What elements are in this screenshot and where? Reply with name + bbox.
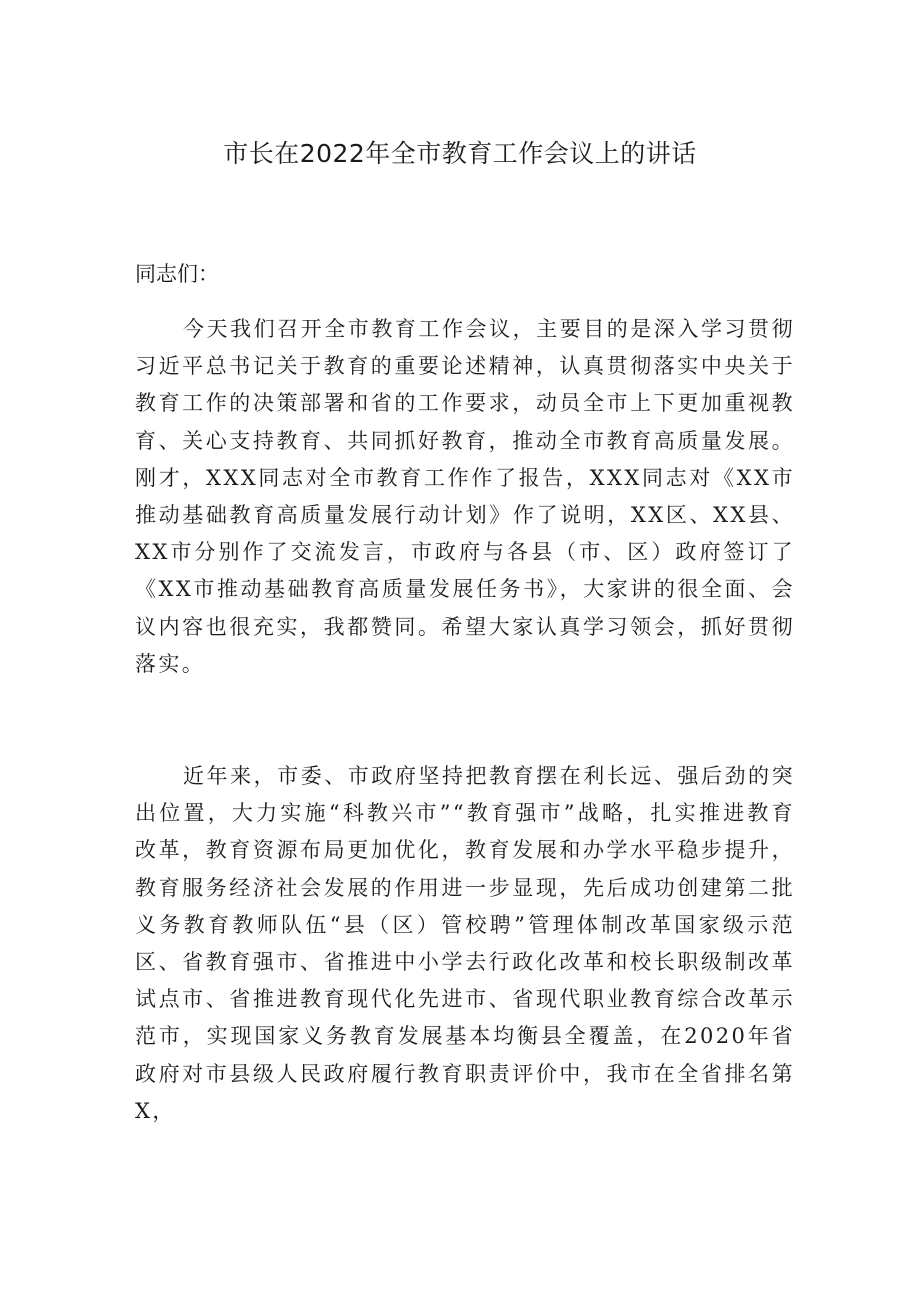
document-title: 市长在2022年全市教育工作会议上的讲话 xyxy=(223,139,697,168)
salutation: 同志们： xyxy=(135,262,219,286)
paragraph-2: 近年来，市委、市政府坚持把教育摆在利长远、强后劲的突出位置，大力实施“科教兴市”“教育强市”战略，扎实推进教育改革，教育资源布局更加优化，教育发展和办学水平稳步提升，教育服务经济社会发展的作用进一步显现，先后成功创建第二批义务教育教师队伍“县（区）管校聘”管理体制改革国家级示范区、省教育强市、省推进中小学去行政化改革和校长职级制改革试点市、省推进教育现代化先进市、省现代职业教育综合改革示范市，实现国家义务教育发展基本均衡县全覆盖，在2020年省政府对市县级人民政府履行教育职责评价中，我市在全省排名第X， xyxy=(135,764,795,1123)
paragraph-1: 今天我们召开全市教育工作会议，主要目的是深入学习贯彻习近平总书记关于教育的重要论述精神，认真贯彻落实中央关于教育工作的决策部署和省的工作要求，动员全市上下更加重视教育、关心支持教育、共同抓好教育，推动全市教育高质量发展。刚才，XXX同志对全市教育工作作了报告，XXX同志对《XX市推动基础教育高质量发展行动计划》作了说明，XX区、XX县、XX市分别作了交流发言，市政府与各县（市、区）政府签订了《XX市推动基础教育高质量发展任务书》，大家讲的很全面、会议内容也很充实，我都赞同。希望大家认真学习领会，抓好贯彻落实。 xyxy=(135,317,795,676)
